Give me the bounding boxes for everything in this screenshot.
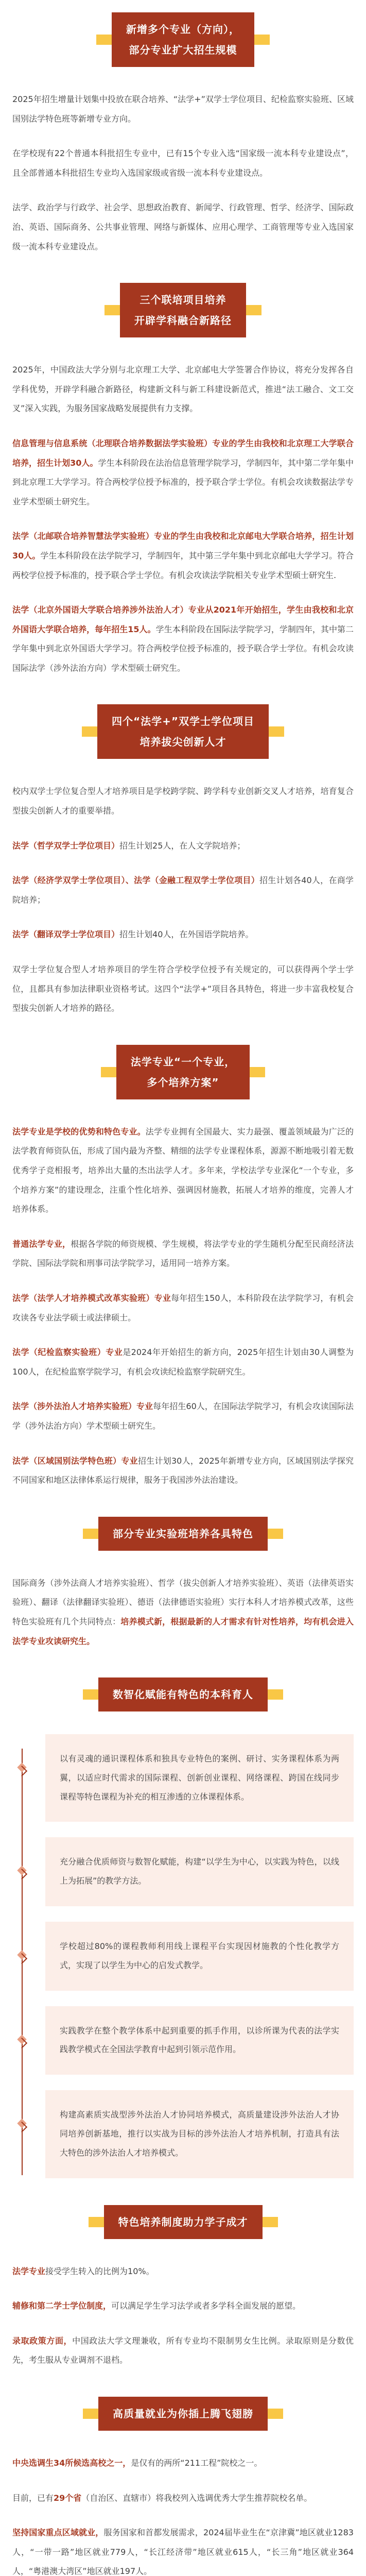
banner-line: 四个“法学+”双学士学位项目 bbox=[111, 715, 255, 728]
paragraph bbox=[12, 1234, 354, 1273]
diamond-marker-icon bbox=[17, 2119, 26, 2128]
paragraph-text: 招生计划40人，在外国语学院培养。 bbox=[119, 929, 254, 940]
paragraph bbox=[12, 1343, 354, 1381]
feature-text: 实践教学在整个教学体系中起到重要的抓手作用，以诊所课为代表的法学实践教学模式在全国法学教育中起到引领示范作用。 bbox=[45, 2006, 354, 2075]
paragraph bbox=[12, 2453, 354, 2473]
highlight-text: 法学（法学人才培养模式改革实验班）专业 bbox=[12, 1293, 171, 1303]
feature-text: 构建高素质实战型涉外法治人才协同培养模式，高质量建设涉外法治人才协同培养创新基地，推行以实战为目标的涉外法治人才培养机制，打造具有法大特色的涉外法治人才培养模式。 bbox=[45, 2090, 354, 2178]
paragraph-text: 根据各学院的师资规模、学生规模，将法学专业的学生随机分配至民商经济法学院、国际法学院和刑事司法学院学习，适用同一培养方案。 bbox=[12, 1239, 354, 1268]
paragraph-text: 每年招生60人，在国际法学院学习，有机会攻读国际法学（涉外法治方向）学术型硕士研究生。 bbox=[12, 1401, 354, 1431]
banner-line: 多个培养方案” bbox=[147, 1076, 219, 1089]
paragraph-text: 法学专业拥有全国最大、实力最强、覆盖领域最为广泛的法学教育师资队伍，形成了国内最为齐整、精细的法学专业课程体系，源源不断地吸引着无数优秀学子竞相报考，培养出大量的杰出法学人才。多年来，学校法学专业深化“一个专业，多个培养方案”的建设理念，注重个性化培养、强调因材施教，拓展人才培养的维度，完善人才培养体系。 bbox=[12, 1126, 354, 1214]
section-banner-employment bbox=[12, 2397, 354, 2431]
banner-line: 部分专业扩大招生规模 bbox=[129, 44, 237, 56]
highlight-text: 法学专业是学校的优势和特色专业。 bbox=[12, 1126, 146, 1137]
paragraph bbox=[12, 871, 354, 909]
diamond-marker-icon bbox=[17, 1950, 26, 1959]
section-banner-digital-education bbox=[12, 1677, 354, 1711]
paragraph bbox=[12, 198, 354, 256]
section-banner-training-system bbox=[12, 2205, 354, 2239]
banner-line: 法学专业“一个专业， bbox=[130, 1055, 236, 1068]
paragraph-text: 中国政法大学文理兼收，所有专业均不限制男女生比例。录取原则是分数优先，考生服从专业调剂不退档。 bbox=[12, 2335, 354, 2365]
highlight-text: 培养模式新，根据最新的人才需求有针对性培养，均有机会进入法学专业攻读研究生。 bbox=[12, 1616, 354, 1646]
highlight-text: 信息管理与信息系统（北理联合培养数据法学实验班）专业的学生由我校和北京理工大学联合培养，招生计划30人。 bbox=[12, 438, 354, 468]
banner-line: 开辟学科融合新路径 bbox=[134, 314, 232, 327]
diamond-marker-icon bbox=[17, 2035, 26, 2044]
paragraph-text: 是仅有的两所“211工程”院校之一。 bbox=[131, 2458, 263, 2468]
paragraph bbox=[12, 144, 354, 182]
paragraph-text: 招生计划30人，2025年新增专业方向，区域国别法学探究不同国家和地区法律体系运行规律，服务于我国涉外法治建设。 bbox=[12, 1455, 354, 1485]
banner-line: 新增多个专业（方向）， bbox=[126, 23, 240, 36]
section-banner-joint-programs bbox=[12, 283, 354, 337]
banner-box bbox=[98, 2397, 268, 2431]
paragraph-text: 学生本科阶段在国际法学院学习，学制四年，其中第二学年集中到北京外国语大学学习。符合两校学位授予标准的，授予联合学士学位。有机会攻读国际法学（涉外法治方向）学术型硕士研究生。 bbox=[12, 624, 354, 673]
diamond-marker-icon bbox=[17, 1866, 26, 1875]
paragraph bbox=[12, 782, 354, 820]
paragraph-text: 学生本科阶段在法学院学习，学制四年，其中第三学年集中到北京邮电大学学习。符合两校学位授予标准的，授予联合学士学位。有机会攻读法学院相关专业学术型硕士研究生. bbox=[12, 550, 354, 580]
highlight-text: 法学（经济学双学士学位项目）、法学（金融工程双学士学位项目） bbox=[12, 875, 259, 886]
banner-line: 部分专业实验班培养各具特色 bbox=[113, 1527, 253, 1540]
feature-text: 充分融合优质师资与数智化赋能，构建“以学生为中心，以实践为特色，以线上为拓展”的教学方法。 bbox=[45, 1837, 354, 1906]
banner-box bbox=[112, 12, 254, 67]
paragraph bbox=[12, 600, 354, 677]
highlight-text: 中央选调生34所候选高校之一， bbox=[12, 2458, 131, 2468]
highlight-text: 法学（区域国别法学特色班）专业 bbox=[12, 1455, 138, 1466]
paragraph-text: 接受学生转入的比例为10%。 bbox=[45, 2266, 154, 2276]
banner-box bbox=[98, 1517, 268, 1551]
banner-box bbox=[97, 704, 269, 759]
banner-line: 培养拔尖创新人才 bbox=[140, 736, 226, 749]
paragraph bbox=[12, 836, 354, 856]
paragraph-text: （自治区、直辖市）将我校列入选调优秀大学生推荐院校名单。 bbox=[81, 2493, 312, 2503]
banner-box bbox=[98, 1677, 268, 1711]
paragraph bbox=[12, 1573, 354, 1651]
paragraph bbox=[12, 434, 354, 511]
paragraph bbox=[12, 960, 354, 1018]
paragraph bbox=[12, 2296, 354, 2316]
banner-box bbox=[104, 2205, 263, 2239]
banner-box bbox=[116, 1045, 250, 1099]
paragraph bbox=[12, 2488, 354, 2508]
banner-line: 高质量就业为你插上腾飞翅膀 bbox=[113, 2408, 253, 2420]
highlight-text: 法学专业 bbox=[12, 2266, 46, 2276]
highlight-text: 法学（翻译双学士学位项目） bbox=[12, 929, 120, 940]
paragraph-text: 招生计划各40人，在商学院培养； bbox=[12, 875, 354, 905]
paragraph-text: 可以满足学生学习法学或者多学科全面发展的愿望。 bbox=[111, 2301, 301, 2311]
paragraph bbox=[12, 1122, 354, 1219]
highlight-text: 法学（北京外国语大学联合培养涉外法治人才）专业从2021年开始招生，学生由我校和北京外国语大学联合培养，每年招生15人。 bbox=[12, 605, 354, 634]
feature-item bbox=[22, 2006, 354, 2075]
highlight-text: 29个省 bbox=[54, 2493, 82, 2503]
paragraph bbox=[12, 2331, 354, 2370]
diamond-marker-icon bbox=[17, 1762, 26, 1772]
paragraph-text: 校内双学士学位复合型人才培养项目是学校跨学院、跨学科专业创新交叉人才培养，培育复合型拔尖创新人才的重要举措。 bbox=[12, 786, 354, 816]
paragraph bbox=[12, 2523, 354, 2576]
paragraph-text: 在学校现有22个普通本科批招生专业中，已有15个专业入选“国家级一流本科专业建设点”，且全部普通本科批招生专业均入选国家级或省级一流本科专业建设点。 bbox=[12, 148, 354, 178]
paragraph-text: 服务国家和首都发展需求，2024届毕业生在“京津冀”地区就业1283人，“一带一路”地区就业779人，“长江经济带”地区就业615人，“长三角”地区就业364人，“粤港澳大湾区”地区就业197人。 bbox=[12, 2528, 354, 2576]
feature-item bbox=[22, 2090, 354, 2178]
highlight-text: 法学（哲学双学士学位项目） bbox=[12, 840, 120, 851]
feature-item bbox=[22, 1837, 354, 1906]
paragraph bbox=[12, 527, 354, 585]
paragraph-text: 法学、政治学与行政学、社会学、思想政治教育、新闻学、行政管理、哲学、经济学、国际政治、英语、国际商务、公共事业管理、网络与新媒体、应用心理学、工商管理等专业入选国家级一流本科专业建设点。 bbox=[12, 202, 354, 251]
section-banner-double-degree bbox=[12, 704, 354, 759]
banner-line: 三个联培项目培养 bbox=[140, 294, 226, 307]
paragraph bbox=[12, 925, 354, 944]
paragraph-text: 双学士学位复合型人才培养项目的学生符合学校学位授予有关规定的，可以获得两个学士学位，且都具有参加法律职业资格考试。这四个“法学+”项目各具特色，将进一步丰富我校复合型拔尖创新人才培养的路径。 bbox=[12, 964, 354, 1013]
highlight-text: 法学（纪检监察实验班）专业 bbox=[12, 1347, 123, 1358]
feature-item bbox=[22, 1734, 354, 1822]
highlight-text: 坚持国家重点区域就业， bbox=[12, 2528, 104, 2538]
feature-timeline bbox=[22, 1734, 354, 2178]
banner-line: 数智化赋能有特色的本科育人 bbox=[113, 1688, 253, 1701]
paragraph-text: 是2024年开始招生的新方向，2025年招生计划由30人调整为100人，在纪检监察学院学习，有机会攻读纪检监察学院研究生。 bbox=[12, 1347, 354, 1377]
paragraph-text: 每年招生150人，本科阶段在法学院学习，有机会攻读各专业法学硕士或法律硕士。 bbox=[12, 1293, 354, 1323]
paragraph bbox=[12, 1289, 354, 1327]
section-banner-new-majors bbox=[12, 12, 354, 67]
paragraph-text: 2025年，中国政法大学分别与北京理工大学、北京邮电大学签署合作协议，将充分发挥各自学科优势，开辟学科融合新路径，构建新文科与新工科建设新范式，推进“法工融合、文工交叉”深入实践，为服务国家战略发展提供有力支撑。 bbox=[12, 365, 354, 414]
paragraph-text: 学生本科阶段在法治信息管理学院学习，学制四年，其中第二学年集中到北京理工大学学习。符合两校学位授予标准的，授予联合学士学位。有机会攻读数据法学专业学术型硕士研究生。 bbox=[12, 457, 354, 506]
paragraph-text: 国际商务（涉外法商人才培养实验班）、哲学（拔尖创新人才培养实验班）、英语（法律英语实验班）、翻译（法律翻译实验班）、德语（法律德语实验班）实行本科人才培养模式改革，这些特色实验班有几个共同特点： bbox=[12, 1578, 354, 1626]
paragraph-text: 招生计划25人，在人文学院培养； bbox=[119, 840, 246, 851]
section-banner-experimental-classes bbox=[12, 1517, 354, 1551]
paragraph bbox=[12, 90, 354, 128]
feature-text: 学校超过80%的课程教师利用线上课程平台实现因材施教的个性化教学方式，实现了以学生为中心的启发式教学。 bbox=[45, 1922, 354, 1991]
paragraph-text: 目前，已有 bbox=[12, 2493, 54, 2503]
highlight-text: 辅修和第二学士学位制度， bbox=[12, 2301, 112, 2311]
highlight-text: 普通法学专业， bbox=[12, 1239, 71, 1249]
paragraph-text: 2025年招生增量计划集中投放在联合培养、“法学+”双学士学位项目、纪检监察实验班、区域国别法学特色班等新增专业方向。 bbox=[12, 94, 354, 124]
paragraph bbox=[12, 1397, 354, 1435]
banner-line: 特色培养制度助力学子成才 bbox=[118, 2215, 248, 2228]
section-banner-law-major bbox=[12, 1045, 354, 1099]
paragraph bbox=[12, 1451, 354, 1490]
feature-text: 以有灵魂的通识课程体系和独具专业特色的案例、研讨、实务课程体系为两翼，以适应时代需求的国际课程、创新创业课程、网络课程、跨国在线同步课程等特色课程为补充的相互渗透的立体课程体系。 bbox=[45, 1734, 354, 1822]
paragraph bbox=[12, 360, 354, 418]
highlight-text: 法学（北邮联合培养智慧法学实验班）专业的学生由我校和北京邮电大学联合培养，招生计划30人。 bbox=[12, 531, 354, 561]
feature-item bbox=[22, 1922, 354, 1991]
paragraph bbox=[12, 2262, 354, 2281]
highlight-text: 录取政策方面， bbox=[12, 2335, 73, 2346]
banner-box bbox=[120, 283, 246, 337]
highlight-text: 法学（涉外法治人才培养实验班）专业 bbox=[12, 1401, 153, 1412]
